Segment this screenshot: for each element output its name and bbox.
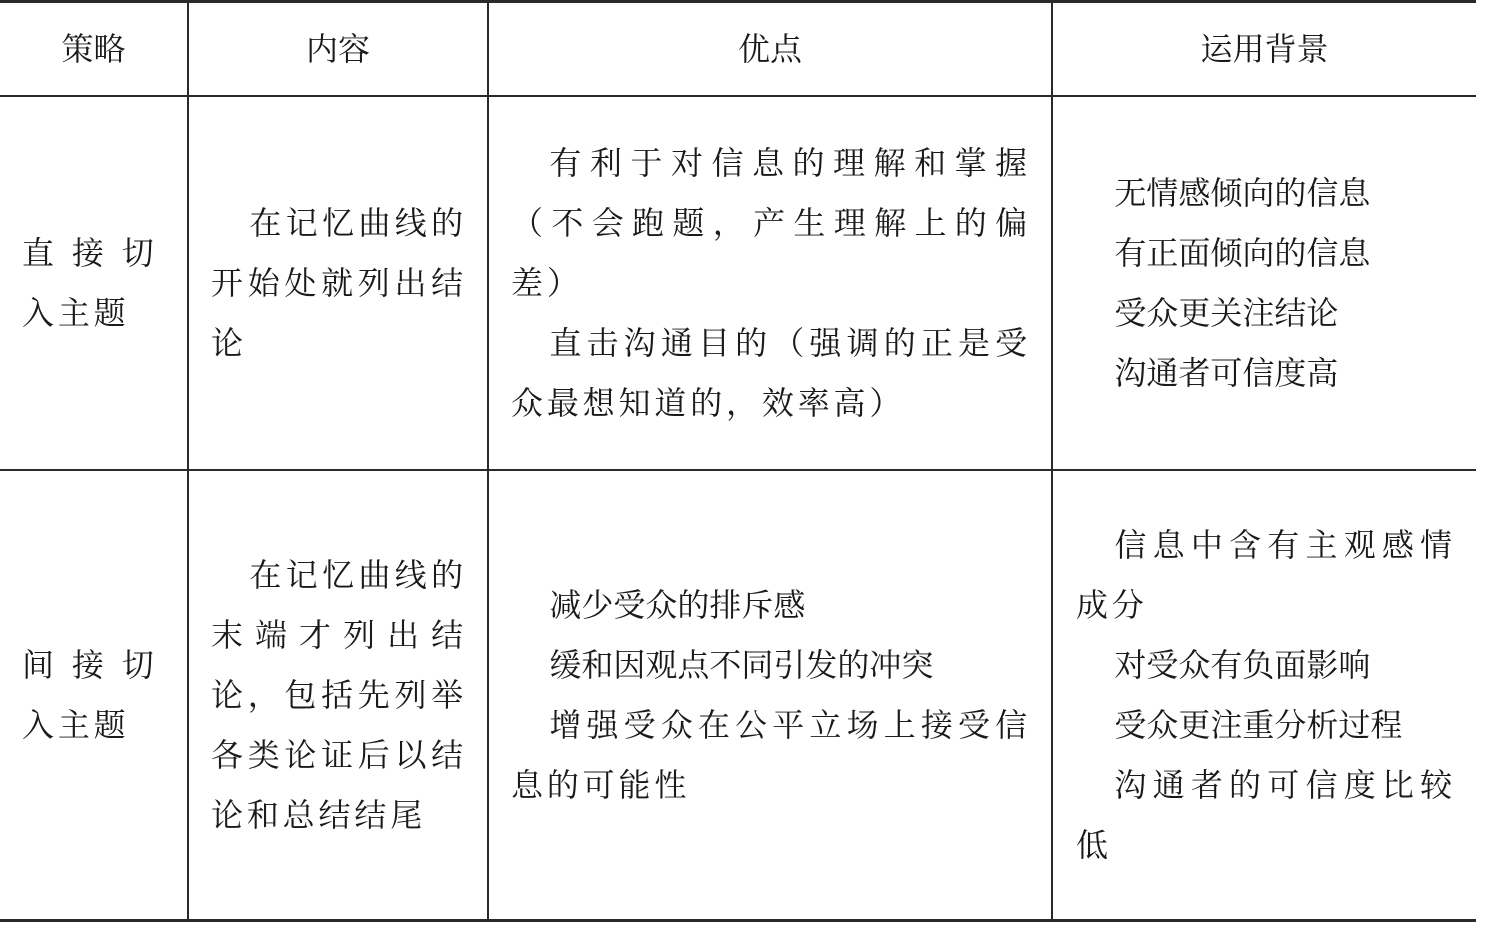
content-text: 在记忆曲线的末端才列出结论，包括先列举各类论证后以结论和总结结尾 [211,556,467,834]
strategy-label: 间 接 切 入主题 [22,646,158,744]
background-item: 沟通者的可信度比较低 [1076,766,1456,864]
header-background-label: 运用背景 [1200,30,1329,68]
table-row-2-advantages [511,471,1031,919]
header-strategy-label: 策略 [61,30,126,68]
table-row-2-content [211,471,467,919]
header-content [189,3,487,95]
background-item: 无情感倾向的信息 [1114,174,1371,212]
advantage-item: 有利于对信息的理解和掌握（不会跑题，产生理解上的偏差） [511,144,1031,302]
table-row-1-background [1076,97,1456,469]
column-divider [487,0,489,922]
column-divider [187,0,189,922]
table-row-2-strategy [22,471,172,919]
background-item: 受众更注重分析过程 [1114,706,1403,744]
header-strategy [0,3,187,95]
background-item: 受众更关注结论 [1114,294,1339,332]
table-row-2-background [1076,471,1456,919]
column-divider [1051,0,1053,922]
advantage-item: 增强受众在公平立场上接受信息的可能性 [511,706,1031,804]
advantage-item: 减少受众的排斥感 [549,586,806,624]
background-item: 信息中含有主观感情成分 [1076,526,1456,624]
header-advantages [489,3,1051,95]
table-bottom-rule [0,919,1476,922]
content-text: 在记忆曲线的开始处就列出结论 [211,204,467,362]
strategy-label: 直 接 切 入主题 [22,234,158,332]
table-row-1-strategy [22,97,172,469]
header-content-label: 内容 [305,30,370,68]
background-item: 沟通者可信度高 [1114,354,1339,392]
advantage-item: 缓和因观点不同引发的冲突 [549,646,934,684]
table-row-1-advantages [511,97,1031,469]
background-item: 对受众有负面影响 [1114,646,1371,684]
header-background [1053,3,1476,95]
header-advantages-label: 优点 [737,30,802,68]
background-item: 有正面倾向的信息 [1114,234,1371,272]
advantage-item: 直击沟通目的（强调的正是受众最想知道的，效率高） [511,324,1031,422]
table-row-1-content [211,97,467,469]
